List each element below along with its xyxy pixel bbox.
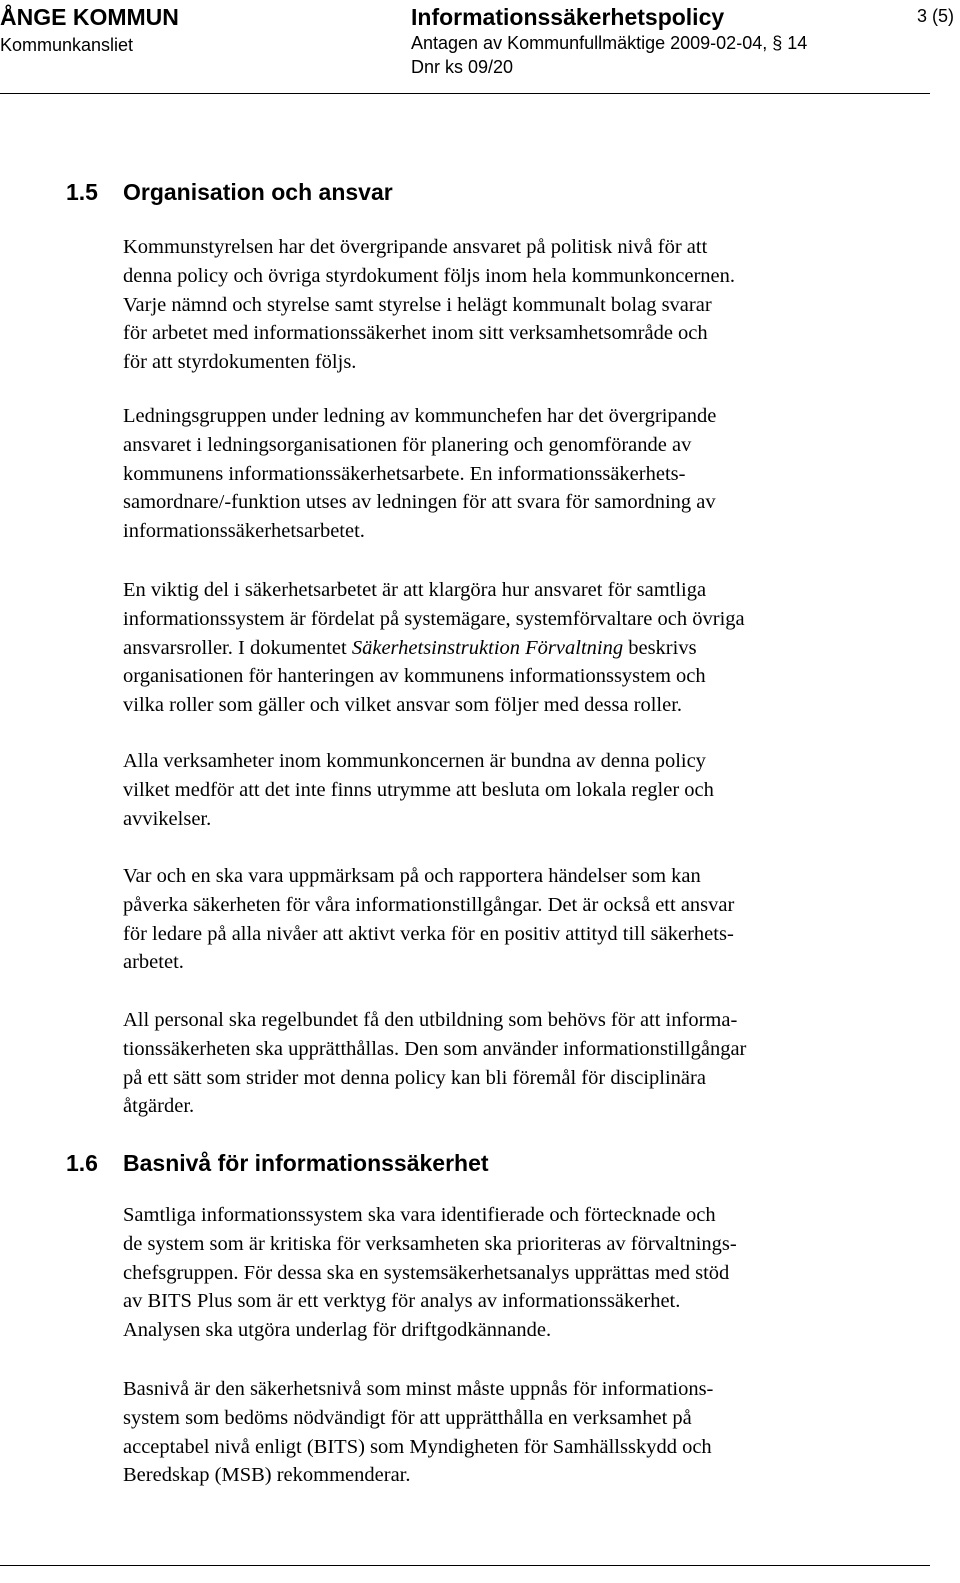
header-divider [0, 93, 930, 94]
text-line: tionssäkerheten ska upprätthållas. Den som använder informationstillgångar [123, 1037, 747, 1060]
section-heading-1-6 [66, 1150, 489, 1177]
paragraph [123, 1201, 883, 1345]
text-run: beskrivs [623, 636, 697, 659]
section-number: 1.6 [66, 1150, 98, 1176]
paragraph [123, 1006, 883, 1121]
department-name: Kommunkansliet [0, 35, 134, 55]
paragraph [123, 233, 883, 377]
text-line: system som bedöms nödvändigt för att upprätthålla en verksamhet på [123, 1406, 692, 1429]
paragraph [123, 747, 883, 833]
text-line: på ett sätt som strider mot denna policy kan bli föremål för disciplinära [123, 1066, 706, 1089]
page-header [0, 0, 960, 96]
document-title: Informationssäkerhetspolicy [411, 4, 725, 30]
text-line: avvikelser. [123, 807, 212, 830]
text-line: vilka roller som gäller och vilket ansvar som följer med dessa roller. [123, 694, 683, 717]
section-heading-1-5 [66, 179, 393, 206]
text-line: En viktig del i säkerhetsarbetet är att klargöra hur ansvaret för samtliga [123, 579, 707, 601]
text-line: arbetet. [123, 951, 184, 974]
text-line: denna policy och övriga styrdokument följs inom hela kommunkoncernen. [123, 264, 736, 287]
text-run: ansvarsroller. I dokumentet [123, 636, 352, 659]
text-line: All personal ska regelbundet få den utbildning som behövs för att informa- [123, 1009, 738, 1031]
text-line: acceptabel nivå enligt (BITS) som Myndigheten för Samhällsskydd och [123, 1435, 712, 1458]
text-line: av BITS Plus som är ett verktyg för analys av informationssäkerhet. [123, 1290, 681, 1313]
text-line: informationssystem är fördelat på systemägare, systemförvaltare och övriga [123, 607, 745, 630]
section-title: Organisation och ansvar [123, 179, 393, 205]
section-title: Basnivå för informationssäkerhet [123, 1150, 489, 1176]
text-line: Alla verksamheter inom kommunkoncernen är bundna av denna policy [123, 750, 706, 772]
text-line: för arbetet med informationssäkerhet inom sitt verksamhetsområde och [123, 322, 708, 345]
text-line: kommunens informationssäkerhetsarbete. En informationssäkerhets- [123, 462, 686, 485]
text-line: Beredskap (MSB) rekommenderar. [123, 1464, 411, 1487]
registration-number: Dnr ks 09/20 [411, 57, 514, 77]
paragraph [123, 402, 883, 546]
text-line: vilket medför att det inte finns utrymme att besluta om lokala regler och [123, 778, 714, 801]
paragraph [123, 862, 883, 977]
text-line: åtgärder. [123, 1095, 195, 1118]
text-line: organisationen för hanteringen av kommunens informationssystem och [123, 665, 706, 688]
text-line: för ledare på alla nivåer att aktivt verka för en positiv attityd till säkerhets- [123, 922, 734, 945]
section-number: 1.5 [66, 179, 98, 205]
text-line: för att styrdokumenten följs. [123, 351, 357, 374]
text-line: Analysen ska utgöra underlag för driftgodkännande. [123, 1319, 552, 1342]
text-line: Varje nämnd och styrelse samt styrelse i helägt kommunalt bolag svarar [123, 293, 712, 316]
text-line: chefsgruppen. För dessa ska en systemsäkerhetsanalys upprättas med stöd [123, 1261, 730, 1284]
text-line: Ledningsgruppen under ledning av kommunchefen har det övergripande [123, 405, 717, 427]
text-line: informationssäkerhetsarbetet. [123, 520, 365, 543]
organization-name: ÅNGE KOMMUN [0, 4, 179, 30]
text-line: Basnivå är den säkerhetsnivå som minst måste uppnås för informations- [123, 1378, 714, 1400]
document-reference: Säkerhetsinstruktion Förvaltning [351, 636, 624, 659]
text-line: ansvaret i ledningsorganisationen för planering och genomförande av [123, 433, 692, 456]
text-line: Var och en ska vara uppmärksam på och rapportera händelser som kan [123, 865, 701, 887]
text-line: Kommunstyrelsen har det övergripande ansvaret på politisk nivå för att [123, 236, 708, 258]
text-line: påverka säkerheten för våra informationstillgångar. Det är också ett ansvar [123, 893, 735, 916]
paragraph [123, 576, 883, 720]
text-line: Samtliga informationssystem ska vara identifierade och förtecknade och [123, 1204, 716, 1226]
footer-divider [0, 1565, 930, 1566]
page-number: 3 (5) [916, 6, 954, 26]
text-line [123, 634, 883, 663]
text-line: de system som är kritiska för verksamheten ska prioriteras av förvaltnings- [123, 1232, 737, 1255]
text-line: samordnare/-funktion utses av ledningen för att svara för samordning av [123, 491, 716, 514]
paragraph [123, 1375, 883, 1490]
adoption-note: Antagen av Kommunfullmäktige 2009-02-04, § 14 [411, 33, 808, 53]
